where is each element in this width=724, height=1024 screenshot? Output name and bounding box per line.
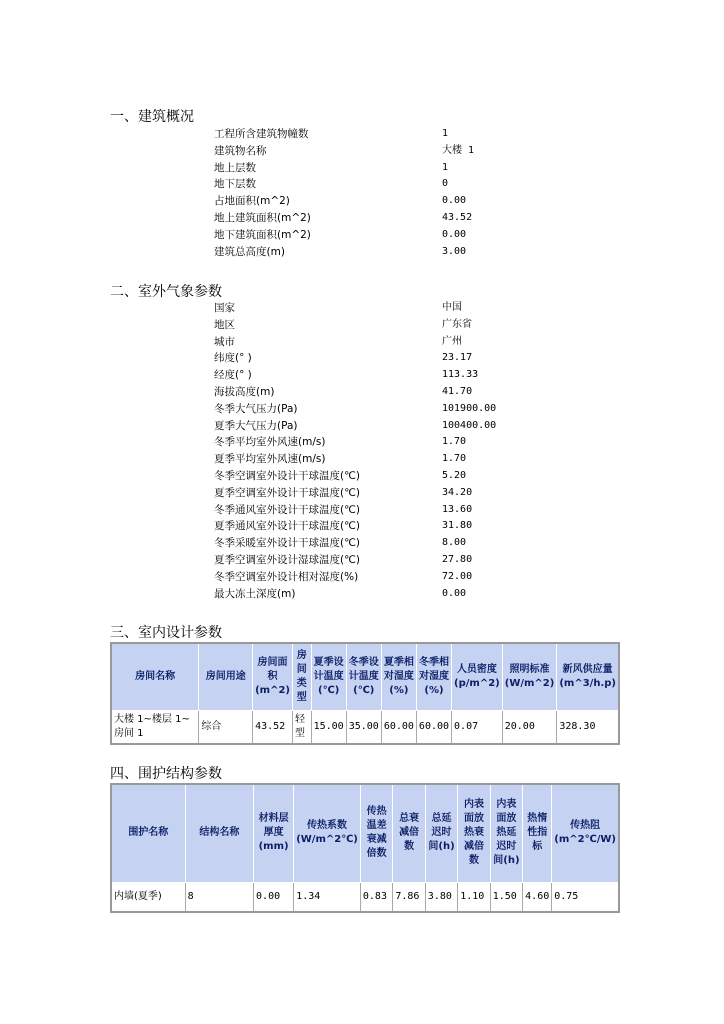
col-header: 冬季相对湿度(%) [416, 643, 451, 710]
kv-value: 31.80 [442, 520, 473, 532]
col-header: 房间用途 [199, 643, 253, 710]
kv-value: 41.70 [442, 386, 473, 397]
kv-value: 101900.00 [442, 402, 497, 414]
cell-temp-decay: 0.83 [360, 882, 392, 912]
kv-key: 冬季大气压力(Pa) [214, 402, 298, 415]
envelope-structure-table [110, 783, 620, 913]
kv-value: 27.80 [442, 554, 473, 565]
kv-key: 经度(° ) [214, 369, 252, 382]
col-header: 结构名称 [185, 784, 253, 882]
kv-key: 夏季空调室外设计湿球温度(℃) [214, 554, 360, 566]
kv-value: 3.00 [442, 245, 467, 257]
col-header: 围护名称 [111, 784, 185, 882]
kv-row [214, 468, 514, 485]
cell-winter-temp: 35.00 [346, 710, 381, 744]
kv-key: 纬度(° ) [214, 352, 252, 365]
kv-row [214, 502, 514, 519]
cell-density: 0.07 [452, 710, 503, 744]
kv-row [214, 535, 514, 552]
kv-value: 113.33 [442, 369, 479, 381]
kv-row [214, 227, 514, 244]
kv-row [214, 586, 514, 603]
kv-row [214, 384, 514, 401]
col-header: 新风供应量(m^3/h.p) [557, 643, 619, 710]
kv-key: 地上建筑面积(m^2) [214, 212, 311, 224]
cell-envelope-name: 内墙(夏季) [111, 882, 185, 912]
kv-row [214, 244, 514, 261]
kv-key: 地下层数 [214, 178, 256, 191]
col-header: 夏季相对湿度(%) [381, 643, 416, 710]
kv-value: 1.70 [442, 453, 467, 465]
kv-key: 夏季通风室外设计干球温度(℃) [214, 520, 360, 533]
section-4-title: 四、围护结构参数 [110, 766, 222, 782]
kv-key: 冬季空调室外设计干球温度(℃) [214, 470, 360, 482]
kv-row [214, 552, 514, 569]
kv-key: 冬季平均室外风速(m/s) [214, 436, 326, 449]
col-header: 房间面积(m^2) [253, 643, 293, 710]
col-header: 内表面放热衰减倍数 [458, 784, 490, 882]
kv-value: 大楼 1 [442, 144, 475, 156]
kv-value: 1 [442, 128, 449, 139]
kv-row [214, 569, 514, 586]
kv-key: 地上层数 [214, 161, 256, 174]
col-header: 夏季设计温度(℃) [311, 643, 346, 710]
kv-key: 建筑总高度(m) [214, 245, 285, 258]
cell-structure-name: 8 [185, 882, 253, 912]
cell-winter-rh: 60.00 [416, 710, 451, 744]
kv-row [214, 451, 514, 468]
kv-key: 冬季采暖室外设计干球温度(℃) [214, 537, 360, 550]
kv-row [214, 518, 514, 535]
section-1-title: 一、建筑概况 [110, 109, 194, 125]
indoor-design-table [110, 642, 620, 745]
kv-key: 海拔高度(m) [214, 386, 275, 398]
table-header-row [111, 784, 619, 882]
kv-key: 冬季空调室外设计相对湿度(%) [214, 570, 359, 583]
cell-fresh-air: 328.30 [557, 710, 619, 744]
kv-row [214, 334, 514, 351]
kv-value: 8.00 [442, 537, 467, 549]
kv-value: 100400.00 [442, 419, 497, 431]
kv-key: 国家 [214, 302, 235, 314]
kv-row [214, 350, 514, 367]
kv-key: 夏季大气压力(Pa) [214, 419, 298, 432]
col-header: 总衰减倍数 [393, 784, 425, 882]
kv-value: 43.52 [442, 212, 473, 223]
kv-value: 中国 [442, 302, 462, 313]
table-header-row [111, 643, 619, 710]
cell-room-type: 轻型 [293, 710, 312, 744]
cell-inner-delay: 1.50 [490, 882, 522, 912]
kv-row [214, 317, 514, 334]
kv-value: 0.00 [442, 587, 467, 599]
kv-key: 占地面积(m^2) [214, 195, 290, 208]
cell-k-value: 1.34 [294, 882, 361, 912]
cell-inner-decay: 1.10 [458, 882, 490, 912]
kv-row [214, 401, 514, 418]
kv-key: 最大冻土深度(m) [214, 587, 296, 600]
kv-value: 34.20 [442, 486, 473, 498]
col-header: 冬季设计温度(℃) [346, 643, 381, 710]
col-header: 内表面放热延迟时间(h) [490, 784, 522, 882]
kv-key: 冬季通风室外设计干球温度(℃) [214, 503, 360, 516]
kv-value: 13.60 [442, 503, 473, 515]
kv-value: 5.20 [442, 470, 467, 481]
kv-key: 工程所含建筑物幢数 [214, 128, 309, 140]
cell-summer-temp: 15.00 [311, 710, 346, 744]
kv-key: 建筑物名称 [214, 144, 267, 157]
col-header: 传热温差衰减倍数 [360, 784, 392, 882]
kv-value: 0.00 [442, 228, 467, 240]
col-header: 人员密度(p/m^2) [452, 643, 503, 710]
col-header: 房间名称 [111, 643, 199, 710]
col-header: 热惰性指标 [523, 784, 552, 882]
kv-row [214, 300, 514, 317]
kv-value: 广东省 [442, 318, 472, 330]
col-header: 材料层厚度(mm) [254, 784, 294, 882]
section-2-title: 二、室外气象参数 [110, 284, 222, 300]
table-row [111, 882, 619, 912]
kv-row [214, 160, 514, 177]
kv-key: 地下建筑面积(m^2) [214, 228, 311, 241]
cell-thickness: 0.00 [254, 882, 294, 912]
kv-row [214, 210, 514, 227]
col-header: 传热系数(W/m^2℃) [294, 784, 361, 882]
cell-lighting: 20.00 [502, 710, 557, 744]
kv-row [214, 367, 514, 384]
kv-key: 地区 [214, 318, 235, 331]
kv-value: 广州 [442, 335, 462, 347]
kv-row [214, 418, 514, 435]
kv-key: 城市 [214, 335, 235, 348]
table-row [111, 710, 619, 744]
col-header: 传热阻(m^2℃/W) [552, 784, 619, 882]
kv-value: 0.00 [442, 195, 467, 207]
col-header: 总延迟时间(h) [425, 784, 457, 882]
kv-row [214, 143, 514, 160]
cell-room-area: 43.52 [253, 710, 293, 744]
cell-resistance: 0.75 [552, 882, 619, 912]
cell-room-name: 大楼 1~楼层 1~房间 1 [111, 710, 199, 744]
kv-value: 72.00 [442, 570, 473, 582]
kv-key: 夏季平均室外风速(m/s) [214, 453, 326, 466]
kv-row [214, 176, 514, 193]
kv-row [214, 434, 514, 451]
kv-value: 1 [442, 161, 449, 173]
col-header: 房间类型 [293, 643, 312, 710]
col-header: 照明标准(W/m^2) [502, 643, 557, 710]
section-3-title: 三、室内设计参数 [110, 625, 222, 641]
cell-delay: 3.80 [425, 882, 457, 912]
kv-key: 夏季空调室外设计干球温度(℃) [214, 486, 360, 499]
cell-room-use: 综合 [199, 710, 253, 744]
cell-total-decay: 7.86 [393, 882, 425, 912]
cell-inertia: 4.60 [523, 882, 552, 912]
kv-row [214, 126, 514, 143]
kv-value: 1.70 [442, 436, 467, 448]
kv-row [214, 485, 514, 502]
kv-row [214, 193, 514, 210]
cell-summer-rh: 60.00 [381, 710, 416, 744]
kv-value: 23.17 [442, 352, 473, 364]
kv-value: 0 [442, 178, 449, 190]
